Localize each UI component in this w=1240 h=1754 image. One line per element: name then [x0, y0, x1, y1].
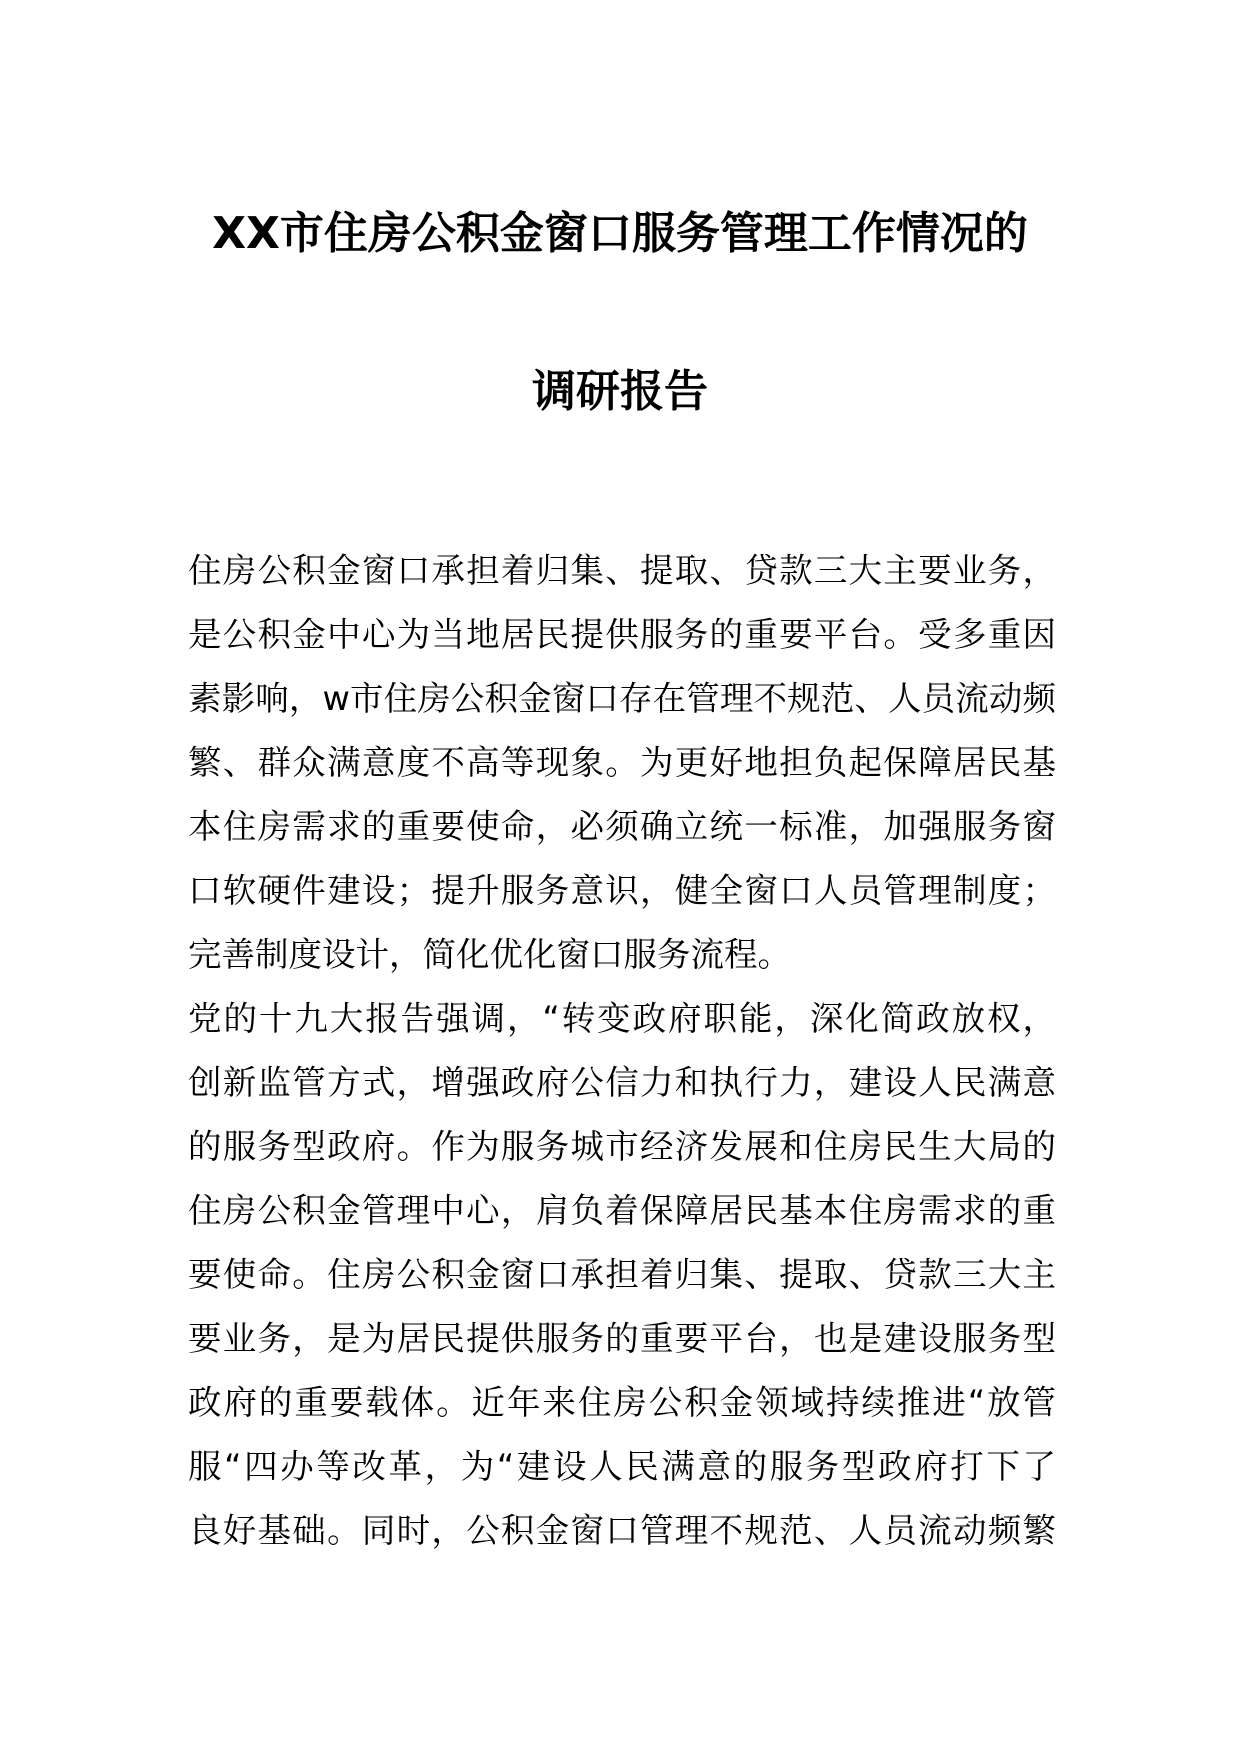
paragraph-2-line: 服“四办等改革，为“建设人民满意的服务型政府打下了 [188, 1447, 1056, 1486]
paragraph-1-line: 口软硬件建设；提升服务意识，健全窗口人员管理制度； [188, 871, 1056, 910]
paragraph-1-line: 住房公积金窗口承担着归集、提取、贷款三大主要业务， [188, 551, 1056, 590]
paragraph-2-line: 创新监管方式，增强政府公信力和执行力，建设人民满意 [188, 1063, 1056, 1102]
paragraph-2-line: 要使命。住房公积金窗口承担着归集、提取、贷款三大主 [188, 1255, 1056, 1294]
paragraph-1-line: 繁、群众满意度不高等现象。为更好地担负起保障居民基 [188, 743, 1056, 782]
paragraph-1-line: 是公积金中心为当地居民提供服务的重要平台。受多重因 [188, 615, 1056, 654]
paragraph-1-line: 完善制度设计，简化优化窗口服务流程。 [188, 935, 791, 974]
paragraph-2-line: 良好基础。同时，公积金窗口管理不规范、人员流动频繁 [188, 1511, 1056, 1550]
document-title-line-2: 调研报告 [532, 366, 708, 417]
paragraph-1-line: 素影响，w市住房公积金窗口存在管理不规范、人员流动频 [188, 679, 1056, 718]
paragraph-2-line: 的服务型政府。作为服务城市经济发展和住房民生大局的 [188, 1127, 1056, 1166]
paragraph-2-line: 要业务，是为居民提供服务的重要平台，也是建设服务型 [188, 1319, 1056, 1358]
paragraph-2-line: 党的十九大报告强调，“转变政府职能，深化简政放权， [188, 999, 1056, 1038]
paragraph-2-line: 住房公积金管理中心，肩负着保障居民基本住房需求的重 [188, 1191, 1056, 1230]
document-title-line-1: XX市住房公积金窗口服务管理工作情况的 [212, 208, 1028, 259]
paragraph-1-line: 本住房需求的重要使命，必须确立统一标准，加强服务窗 [188, 807, 1056, 846]
paragraph-2-line: 政府的重要载体。近年来住房公积金领域持续推进“放管 [188, 1383, 1056, 1422]
